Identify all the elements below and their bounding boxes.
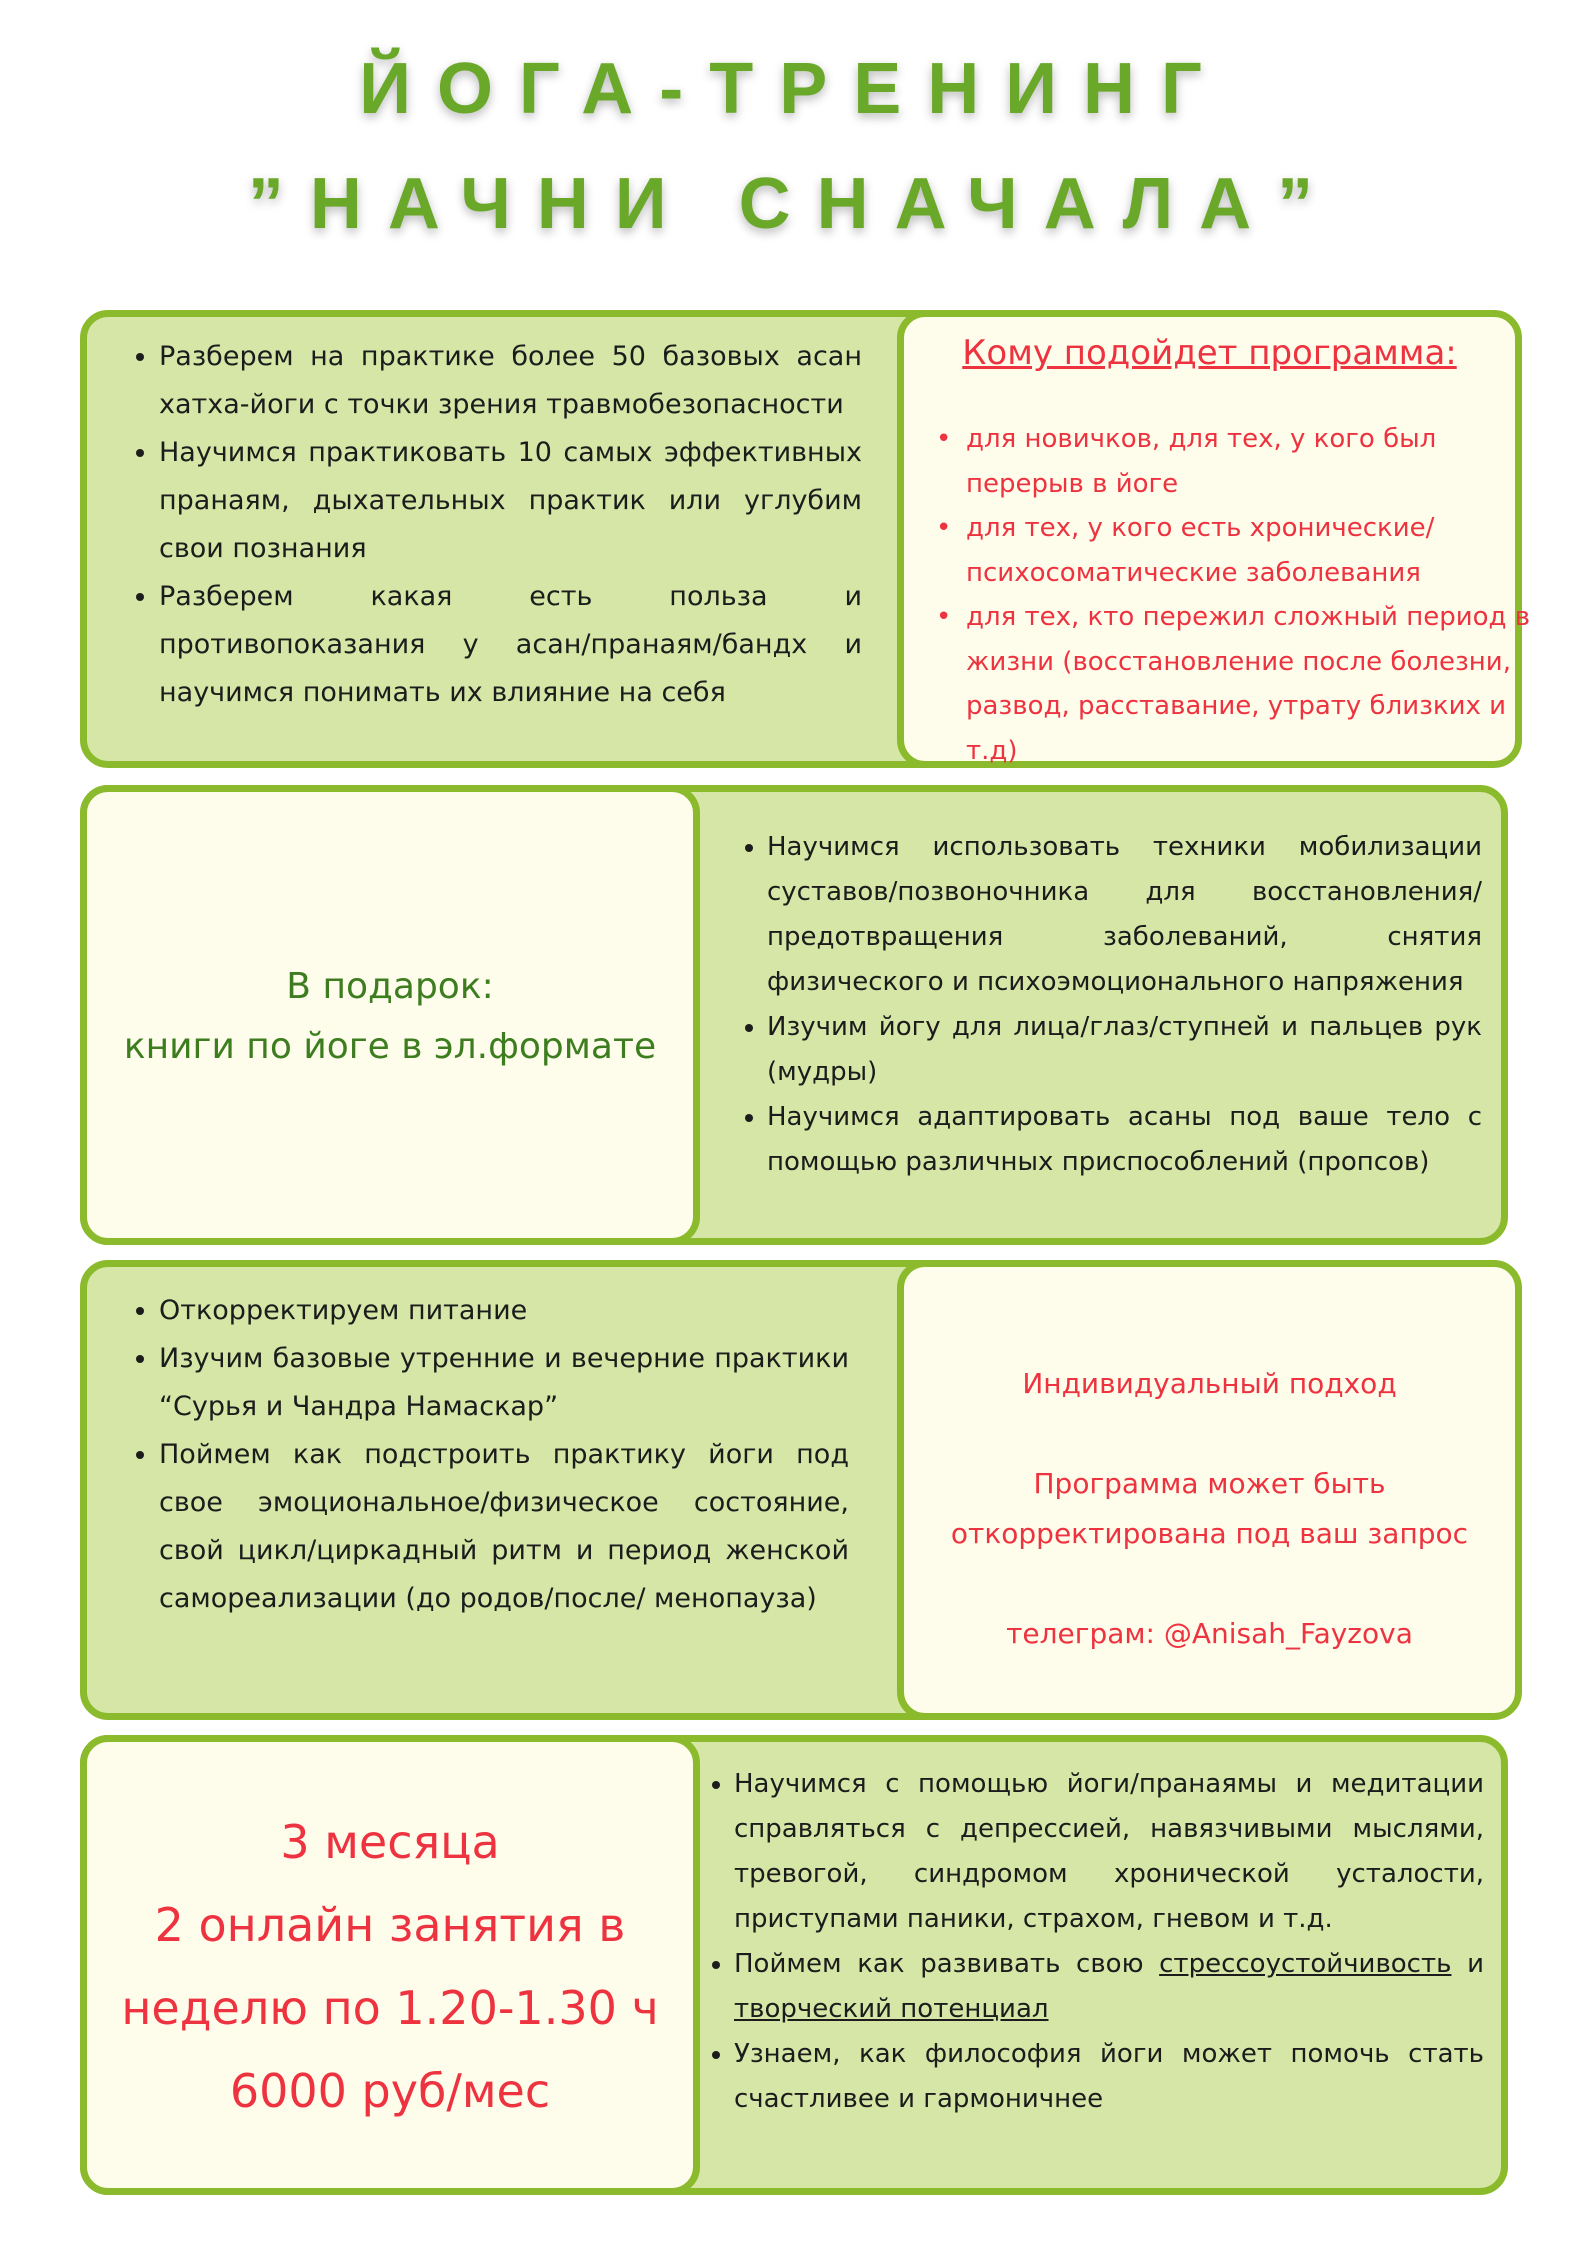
list-item: • Узнаем, как философия йоги может помочь стать счастливее и гармоничнее xyxy=(734,2032,1484,2122)
section-price xyxy=(80,1735,1508,2195)
underlined-text: стрессоустойчивость xyxy=(1159,1949,1452,1979)
audience-list xyxy=(926,417,1536,773)
page-title-line2: ”НАЧНИ СНАЧАЛА” xyxy=(247,164,1340,244)
mobility-list xyxy=(737,825,1482,1185)
page-title-line1: ЙОГА-ТРЕНИНГ xyxy=(359,49,1228,129)
list-item: • для новичков, для тех, у кого был перерыв в йоге xyxy=(966,417,1536,506)
list-item: • Научимся с помощью йоги/пранаямы и медитации справляться с депрессией, навязчивыми мыслями, тревогой, синдромом хронической усталости, приступами паники, страхом, гневом и т.д. xyxy=(734,1762,1484,1942)
list-item: • Поймем как подстроить практику йоги под свое эмоциональное/физическое состояние, свой цикл/циркадный ритм и период женской самореализации (до родов/после/ менопауза) xyxy=(159,1431,849,1623)
price-sessions: 2 онлайн занятия в xyxy=(154,1898,626,1952)
custom-line1: Программа может быть xyxy=(1033,1467,1386,1500)
price-card xyxy=(80,1735,700,2195)
section-basics xyxy=(80,310,1531,768)
section-mobility xyxy=(80,785,1508,1245)
list-item: • Откорректируем питание xyxy=(159,1287,849,1335)
section-nutrition xyxy=(80,1260,1508,1720)
list-item: • Разберем на практике более 50 базовых асан хатха-йоги с точки зрения травмобезопасности xyxy=(159,333,862,429)
list-item: • Научимся использовать техники мобилизации суставов/позвоночника для восстановления/ предотвращения заболеваний, снятия физического и психоэмоционального напряжения xyxy=(767,825,1482,1005)
psychology-list xyxy=(712,1762,1484,2122)
price-schedule: неделю по 1.20-1.30 ч xyxy=(121,1981,659,2035)
list-item: • для тех, у кого есть хронические/ психосоматические заболевания xyxy=(966,506,1536,595)
list-item: • Изучим йогу для лица/глаз/ступней и пальцев рук (мудры) xyxy=(767,1005,1482,1095)
item-text: и xyxy=(1451,1949,1484,1979)
gift-card xyxy=(80,785,700,1245)
list-item: • Научимся адаптировать асаны под ваше тело с помощью различных приспособлений (пропсов) xyxy=(767,1095,1482,1185)
item-text: Поймем как развивать свою xyxy=(734,1949,1160,1979)
custom-line2: откорректирована под ваш запрос xyxy=(950,1517,1469,1550)
list-item: • для тех, кто пережил сложный период в жизни (восстановление после болезни, развод, расставание, утрату близких и т.д) xyxy=(966,595,1536,773)
list-item: • Научимся практиковать 10 самых эффективных пранаям, дыхательных практик или углубим свои познания xyxy=(159,429,862,573)
list-item: • Разберем какая есть польза и противопоказания у асан/пранаям/бандх и научимся понимать их влияние на себя xyxy=(159,573,862,717)
basics-list xyxy=(129,333,862,717)
gift-title: В подарок: xyxy=(286,966,494,1007)
list-item: • Изучим базовые утренние и вечерние практики “Сурья и Чандра Намаскар” xyxy=(159,1335,849,1431)
audience-card xyxy=(897,310,1531,768)
price-duration: 3 месяца xyxy=(280,1815,500,1869)
individual-card xyxy=(897,1260,1522,1720)
telegram-contact[interactable]: телеграм: @Anisah_Fayzova xyxy=(1006,1617,1413,1650)
nutrition-list xyxy=(129,1287,849,1623)
gift-text: книги по йоге в эл.формате xyxy=(123,1026,657,1067)
approach-title: Индивидуальный подход xyxy=(1022,1367,1397,1400)
underlined-text: творческий потенциал xyxy=(734,1994,1049,2024)
price-amount: 6000 руб/мес xyxy=(229,2064,551,2118)
list-item xyxy=(734,1942,1484,2032)
audience-heading: Кому подойдет программа: xyxy=(962,333,1457,373)
